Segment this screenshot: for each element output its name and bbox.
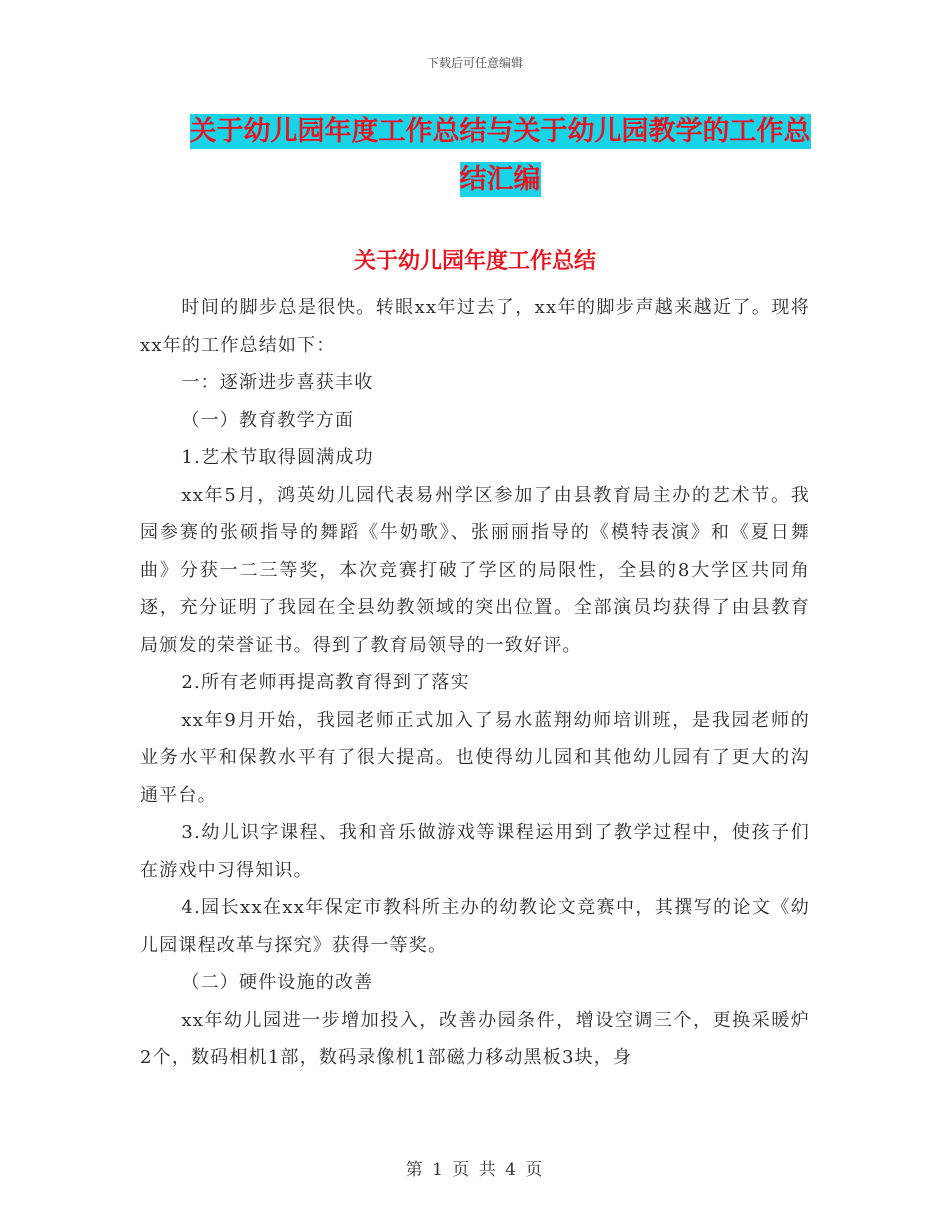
- page-footer: 第 1 页 共 4 页: [405, 1160, 545, 1180]
- document-title-line-2: 结汇编: [459, 164, 541, 195]
- paragraph-intro: 时间的脚步总是很快。转眼xx年过去了，xx年的脚步声越来越近了。现将xx年的工作总结如下：: [140, 297, 810, 356]
- page-header-note: 下载后可任意编辑: [426, 56, 523, 70]
- paragraph-teacher-training: xx年9月开始，我园老师正式加入了易水蓝翔幼师培训班，是我园老师的业务水平和保教水平有了很大提高。也使得幼儿园和其他幼儿园有了更大的沟通平台。: [140, 709, 810, 806]
- paragraph-facilities: xx年幼儿园进一步增加投入，改善办园条件，增设空调三个，更换采暖炉2个，数码相机1部，数码录像机1部磁力移动黑板3块，身: [140, 1009, 810, 1068]
- paragraph-paper-award: 4.园长xx在xx年保定市教科所主办的幼教论文竞赛中，其撰写的论文《幼儿园课程改革与探究》获得一等奖。: [140, 897, 810, 956]
- document-body: [140, 289, 810, 1077]
- section-title: 关于幼儿园年度工作总结: [353, 249, 596, 274]
- paragraph-art-festival: xx年5月，鸿英幼儿园代表易州学区参加了由县教育局主办的艺术节。我园参赛的张硕指导的舞蹈《牛奶歌》、张丽丽指导的《模特表演》和《夏日舞曲》分获一二三等奖，本次竞赛打破了学区的局限性，全县的8大学区共同角逐，充分证明了我园在全县幼教领域的突出位置。全部演员均获得了由县教育局颁发的荣誉证书。得到了教育局领导的一致好评。: [140, 484, 810, 656]
- document-title-line-1: 关于幼儿园年度工作总结与关于幼儿园教学的工作总: [189, 116, 811, 147]
- heading-facilities: （二）硬件设施的改善: [181, 972, 374, 993]
- item-heading-art-festival: 1.艺术节取得圆满成功: [181, 447, 374, 468]
- item-heading-teacher-training: 2.所有老师再提高教育得到了落实: [181, 672, 470, 693]
- heading-education: （一）教育教学方面: [181, 409, 355, 431]
- paragraph-curriculum: 3.幼儿识字课程、我和音乐做游戏等课程运用到了教学过程中，使孩子们在游戏中习得知识。: [140, 822, 810, 881]
- heading-part-one: 一：逐渐进步喜获丰收: [181, 372, 374, 393]
- document-title: [120, 108, 880, 204]
